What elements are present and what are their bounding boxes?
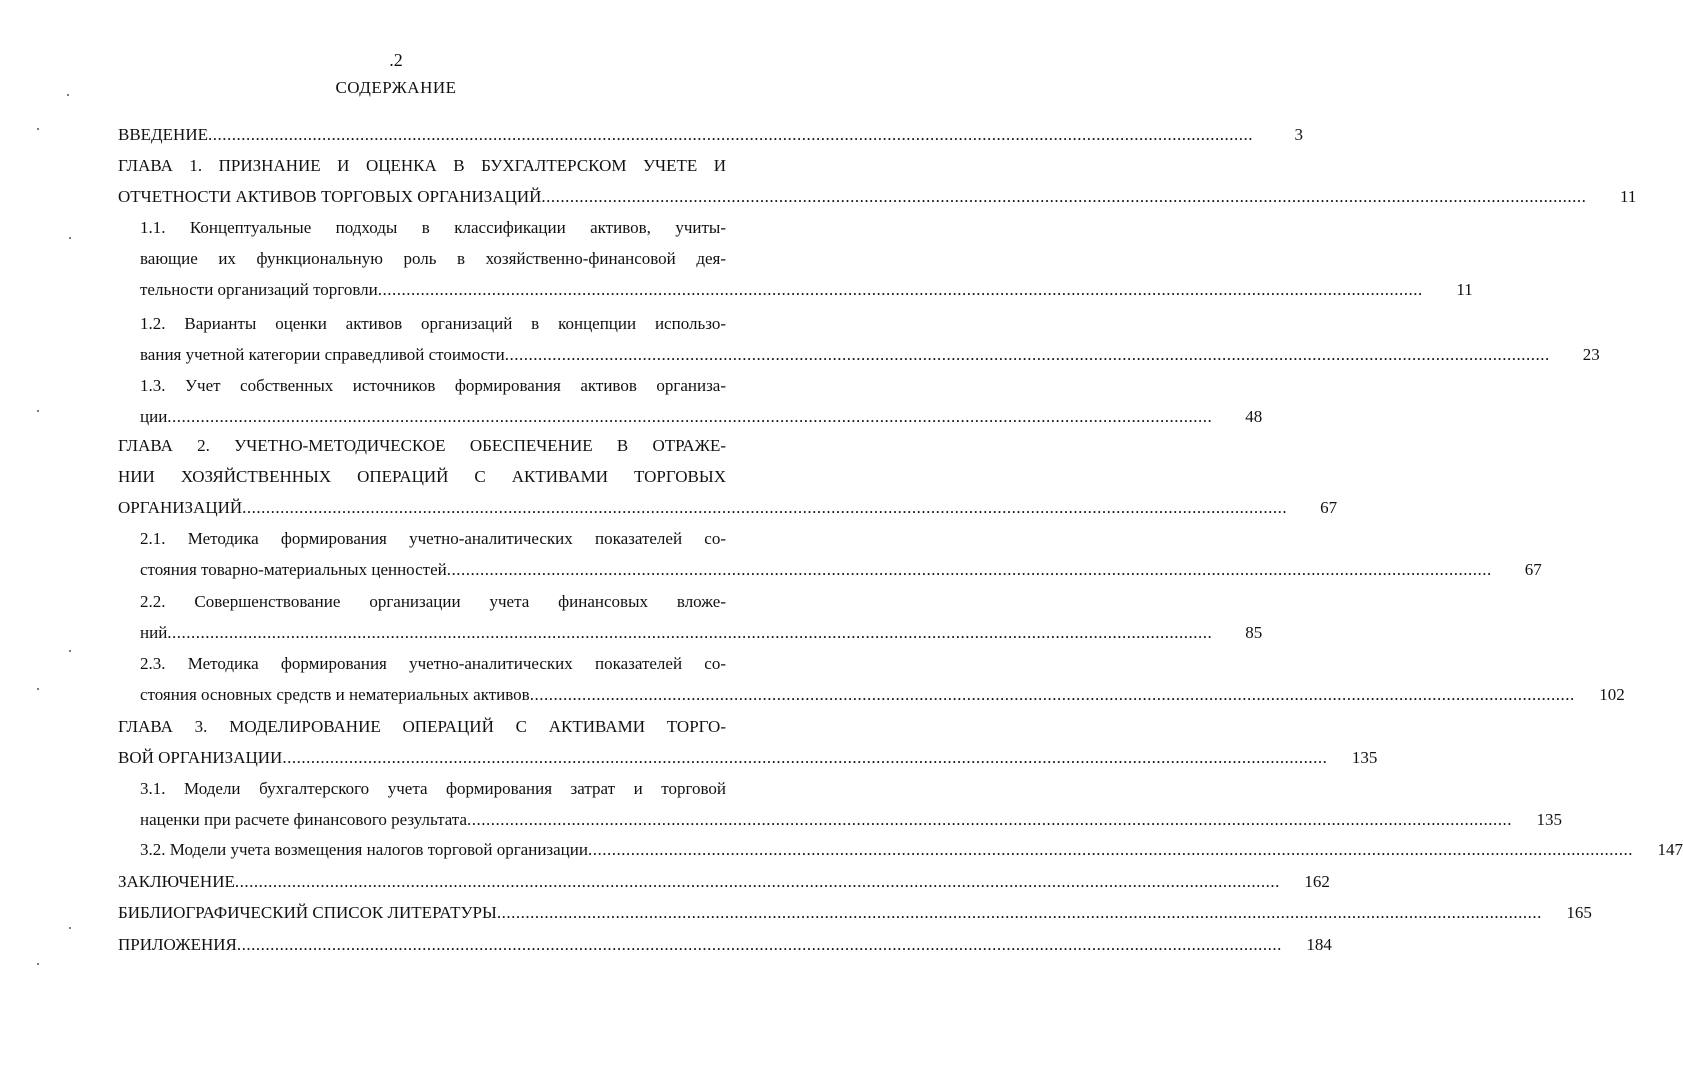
dot-leader: ............................................................................................................................................................................................................................ <box>207 125 1253 144</box>
page-number: .2 <box>389 50 403 70</box>
toc-page-number: 48 <box>1245 407 1263 426</box>
toc-entry-text: БИБЛИОГРАФИЧЕСКИЙ СПИСОК ЛИТЕРАТУРЫ <box>118 903 497 922</box>
scan-speck <box>67 94 69 96</box>
toc-entry <box>140 834 1683 865</box>
toc-entry-line: ГЛАВА 1. ПРИЗНАНИЕ И ОЦЕНКА В БУХГАЛТЕРСКОМ УЧЕТЕ И <box>118 156 726 175</box>
toc-entry-line: 3.1. Модели бухгалтерского учета формирования затрат и торговой <box>140 779 726 798</box>
dot-leader: ............................................................................................................................................................................................................................ <box>167 623 1213 642</box>
toc-entry <box>140 370 1263 432</box>
toc-entry <box>118 929 1332 960</box>
toc-entry <box>140 308 1600 370</box>
toc-entry <box>118 150 1637 212</box>
toc-entry-line: ГЛАВА 3. МОДЕЛИРОВАНИЕ ОПЕРАЦИЙ С АКТИВАМИ ТОРГО- <box>118 717 726 736</box>
toc-entry-line: 2.1. Методика формирования учетно-аналитических показателей со- <box>140 529 726 548</box>
toc-entry <box>140 773 1562 835</box>
toc-page-number: 147 <box>1657 840 1683 859</box>
scan-speck <box>37 688 39 690</box>
toc-entry-line: ГЛАВА 2. УЧЕТНО-МЕТОДИЧЕСКОЕ ОБЕСПЕЧЕНИЕ В ОТРАЖЕ- <box>118 436 726 455</box>
toc-entry-text: ВОЙ ОРГАНИЗАЦИИ <box>118 748 283 767</box>
toc-entry-line <box>140 554 1542 585</box>
dot-leader: ............................................................................................................................................................................................................................ <box>504 345 1550 364</box>
toc-page-number: 3 <box>1294 125 1303 144</box>
dot-leader: ............................................................................................................................................................................................................................ <box>541 187 1587 206</box>
toc-page-number: 85 <box>1245 623 1263 642</box>
toc-entry-line: 2.3. Методика формирования учетно-аналитических показателей со- <box>140 654 726 673</box>
toc-entry <box>140 212 1473 305</box>
toc-entry-line <box>140 617 1263 648</box>
toc-entry-text: ЗАКЛЮЧЕНИЕ <box>118 872 235 891</box>
dot-leader: ............................................................................................................................................................................................................................ <box>242 498 1288 517</box>
toc-entry-line <box>140 679 1625 710</box>
toc-page-number: 11 <box>1456 280 1473 299</box>
toc-entry-line: вающие их функциональную роль в хозяйственно-финансовой дея- <box>140 249 726 268</box>
page-title: СОДЕРЖАНИЕ <box>335 78 457 97</box>
toc-entry <box>118 119 1303 150</box>
toc-page-number: 184 <box>1306 935 1332 954</box>
scan-speck <box>69 237 71 239</box>
toc-entry-text: вания учетной категории справедливой стоимости <box>140 345 505 364</box>
toc-entry <box>140 523 1542 585</box>
dot-leader: ............................................................................................................................................................................................................................ <box>496 903 1542 922</box>
toc-entry <box>118 866 1330 897</box>
toc-page-number: 102 <box>1599 685 1625 704</box>
toc-entry-line <box>140 834 1683 865</box>
toc-entry <box>118 711 1378 773</box>
toc-entry-text: стояния товарно-материальных ценностей <box>140 560 447 579</box>
toc-entry-line <box>118 181 1637 212</box>
scan-speck <box>37 963 39 965</box>
scan-speck <box>69 650 71 652</box>
toc-entry-text: ПРИЛОЖЕНИЯ <box>118 935 237 954</box>
dot-leader: ............................................................................................................................................................................................................................ <box>236 935 1282 954</box>
toc-entry-line: 2.2. Совершенствование организации учета финансовых вложе- <box>140 592 726 611</box>
toc-entry-line <box>118 119 1303 150</box>
toc-entry-line <box>118 866 1330 897</box>
dot-leader: ............................................................................................................................................................................................................................ <box>446 560 1492 579</box>
dot-leader: ............................................................................................................................................................................................................................ <box>467 810 1512 829</box>
dot-leader: ............................................................................................................................................................................................................................ <box>529 685 1575 704</box>
toc-entry-line <box>118 897 1592 928</box>
dot-leader: ............................................................................................................................................................................................................................ <box>234 872 1280 891</box>
toc-page-number: 165 <box>1566 903 1592 922</box>
dot-leader: ............................................................................................................................................................................................................................ <box>377 280 1423 299</box>
toc-entry-line <box>118 492 1338 523</box>
toc-entry-line <box>140 804 1562 835</box>
toc-entry-line <box>118 929 1332 960</box>
scan-speck <box>37 410 39 412</box>
toc-entry-text: наценки при расчете финансового результата <box>140 810 467 829</box>
toc-entry-line <box>140 274 1473 305</box>
toc-entry-line <box>140 401 1263 432</box>
toc-entry <box>118 897 1592 928</box>
toc-page-number: 135 <box>1536 810 1562 829</box>
scan-speck <box>69 927 71 929</box>
toc-entry-text: ОРГАНИЗАЦИЙ <box>118 498 243 517</box>
toc-entry <box>118 430 1338 523</box>
toc-entry-line <box>118 742 1378 773</box>
toc-entry-line: 1.2. Варианты оценки активов организаций в концепции использо- <box>140 314 726 333</box>
toc-entry-text: ВВЕДЕНИЕ <box>118 125 208 144</box>
dot-leader: ............................................................................................................................................................................................................................ <box>167 407 1213 426</box>
dot-leader: ............................................................................................................................................................................................................................ <box>282 748 1328 767</box>
toc-entry-text: стояния основных средств и нематериальных активов <box>140 685 530 704</box>
toc-entry-line: НИИ ХОЗЯЙСТВЕННЫХ ОПЕРАЦИЙ С АКТИВАМИ ТОРГОВЫХ <box>118 467 726 486</box>
toc-entry-line: 1.1. Концептуальные подходы в классификации активов, учиты- <box>140 218 726 237</box>
toc-page-number: 135 <box>1351 748 1378 767</box>
toc-page-number: 162 <box>1304 872 1330 891</box>
toc-entry-line <box>140 339 1600 370</box>
toc-page-number: 11 <box>1620 187 1637 206</box>
toc-page-number: 23 <box>1582 345 1600 364</box>
toc-entry-text: ний <box>140 623 168 642</box>
toc-entry <box>140 648 1625 710</box>
toc-entry-text: тельности организаций торговли <box>140 280 378 299</box>
dot-leader: ............................................................................................................................................................................................................................ <box>587 840 1633 859</box>
toc-page-number: 67 <box>1320 498 1338 517</box>
toc-entry-line: 1.3. Учет собственных источников формирования активов организа- <box>140 376 726 395</box>
toc-entry-text: ции <box>140 407 168 426</box>
toc-entry-text: 3.2. Модели учета возмещения налогов торговой организации <box>140 840 588 859</box>
scan-speck <box>37 128 39 130</box>
toc-page-number: 67 <box>1524 560 1542 579</box>
toc-entry <box>140 586 1263 648</box>
toc-entry-text: ОТЧЕТНОСТИ АКТИВОВ ТОРГОВЫХ ОРГАНИЗАЦИЙ <box>118 187 542 206</box>
